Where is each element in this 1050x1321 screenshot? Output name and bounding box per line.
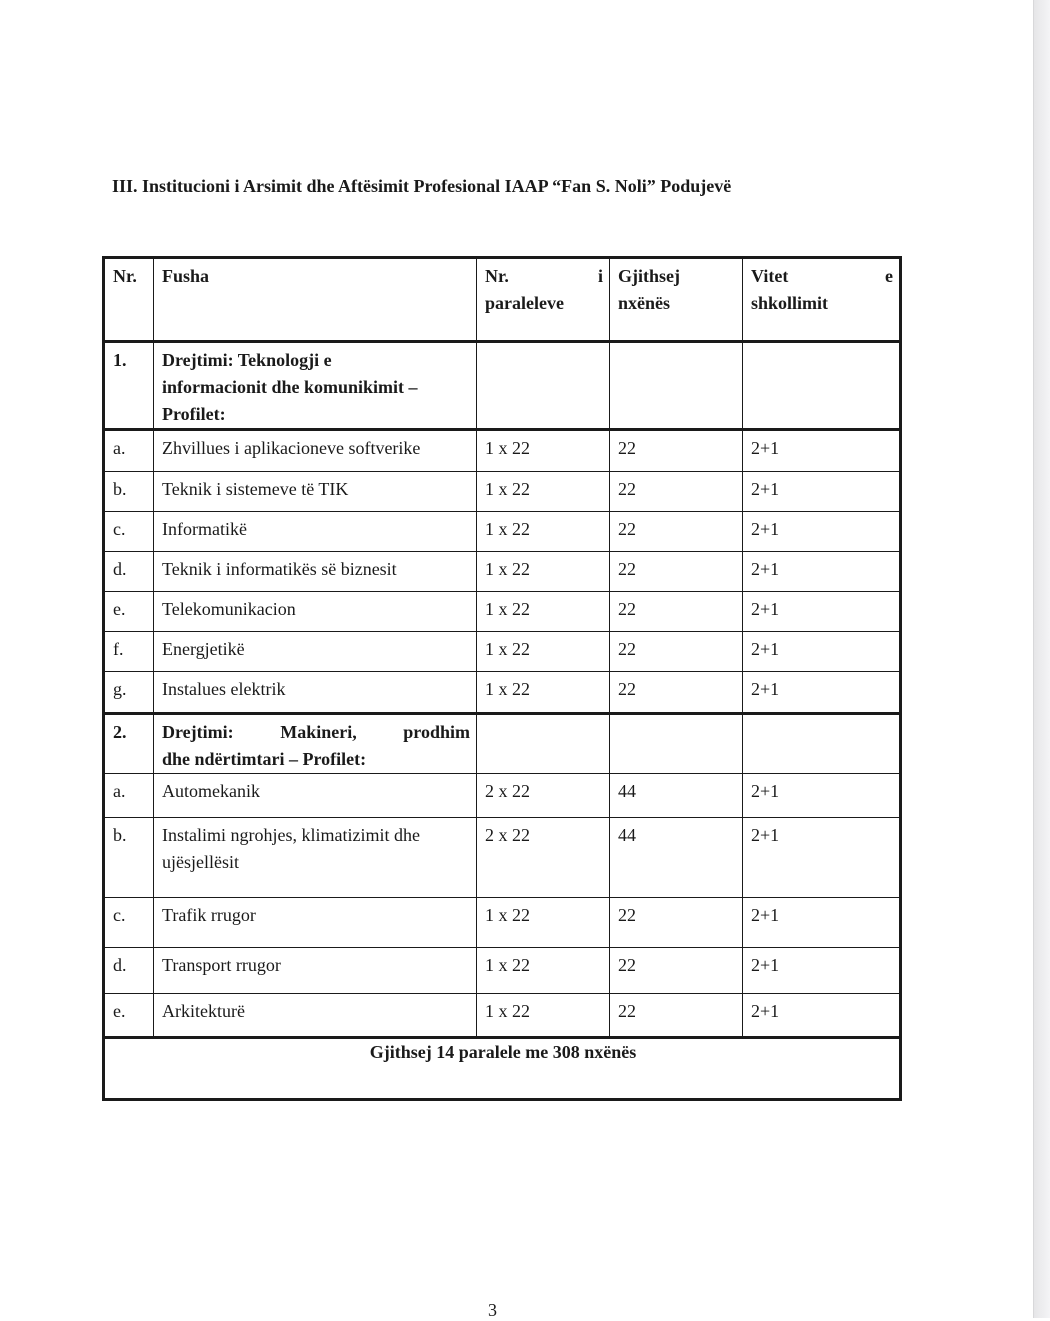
table-row: [104, 672, 901, 714]
row-paraleleve: 1 x 22: [477, 512, 610, 552]
empty-cell: [610, 342, 743, 430]
row-nxenes: 22: [610, 472, 743, 512]
header-paraleleve-part3: paraleleve: [485, 293, 564, 313]
row-vitet: 2+1: [743, 552, 901, 592]
row-fusha: Teknik i informatikës së biznesit: [154, 552, 477, 592]
row-paraleleve: 1 x 22: [477, 994, 610, 1038]
section-label: [154, 714, 477, 774]
table-row: [104, 898, 901, 948]
empty-cell: [477, 342, 610, 430]
row-vitet: 2+1: [743, 818, 901, 898]
row-paraleleve: 1 x 22: [477, 552, 610, 592]
header-vitet-part2: e: [885, 266, 893, 286]
row-nr: g.: [104, 672, 154, 714]
table-row: [104, 948, 901, 994]
row-fusha: [154, 818, 477, 898]
row-nxenes: 22: [610, 632, 743, 672]
row-paraleleve: 1 x 22: [477, 632, 610, 672]
section-nr: 2.: [104, 714, 154, 774]
row-nr: c.: [104, 512, 154, 552]
empty-cell: [477, 714, 610, 774]
row-nxenes: 44: [610, 774, 743, 818]
row-fusha: Informatikë: [154, 512, 477, 552]
empty-cell: [743, 714, 901, 774]
row-fusha: Automekanik: [154, 774, 477, 818]
header-paraleleve: [477, 258, 610, 342]
header-nxenes-part1: Gjithsej: [618, 266, 680, 286]
section-row-2: [104, 714, 901, 774]
row-nxenes: 22: [610, 430, 743, 472]
row-fusha: Teknik i sistemeve të TIK: [154, 472, 477, 512]
page-edge: [1033, 0, 1050, 1318]
row-nxenes: 22: [610, 512, 743, 552]
row-nr: e.: [104, 592, 154, 632]
header-fusha: Fusha: [154, 258, 477, 342]
row-vitet: 2+1: [743, 430, 901, 472]
row-nr: b.: [104, 818, 154, 898]
total-summary: Gjithsej 14 paralele me 308 nxënës: [104, 1038, 901, 1100]
row-paraleleve: 1 x 22: [477, 898, 610, 948]
row-fusha: Telekomunikacion: [154, 592, 477, 632]
row-fusha-line: Instalimi ngrohjes, klimatizimit dhe: [162, 825, 420, 845]
table-row: [104, 552, 901, 592]
row-paraleleve: 2 x 22: [477, 774, 610, 818]
table-row: [104, 774, 901, 818]
total-row: [104, 1038, 901, 1100]
row-fusha: Instalues elektrik: [154, 672, 477, 714]
row-fusha-line: ujësjellësit: [162, 852, 239, 872]
row-paraleleve: 1 x 22: [477, 430, 610, 472]
table-row: [104, 430, 901, 472]
table-row: [104, 632, 901, 672]
section-label-word: prodhim: [403, 722, 470, 742]
header-nxenes: [610, 258, 743, 342]
row-vitet: 2+1: [743, 592, 901, 632]
row-nxenes: 22: [610, 948, 743, 994]
row-fusha: Arkitekturë: [154, 994, 477, 1038]
table-row: [104, 994, 901, 1038]
row-fusha: Trafik rrugor: [154, 898, 477, 948]
empty-cell: [610, 714, 743, 774]
header-vitet-part3: shkollimit: [751, 293, 829, 313]
row-fusha: Zhvillues i aplikacioneve softverike: [154, 430, 477, 472]
row-nxenes: 22: [610, 552, 743, 592]
row-nr: d.: [104, 948, 154, 994]
section-label-line: dhe ndërtimtari – Profilet:: [162, 749, 367, 769]
section-label-word: Drejtimi:: [162, 722, 234, 742]
table-row: [104, 472, 901, 512]
table-row: [104, 592, 901, 632]
row-paraleleve: 1 x 22: [477, 472, 610, 512]
section-label-line: informacionit dhe komunikimit –: [162, 377, 418, 397]
row-nr: b.: [104, 472, 154, 512]
header-vitet-part1: Vitet: [751, 266, 789, 286]
row-nxenes: 44: [610, 818, 743, 898]
header-vitet: [743, 258, 901, 342]
row-paraleleve: 1 x 22: [477, 672, 610, 714]
empty-cell: [743, 342, 901, 430]
row-nr: c.: [104, 898, 154, 948]
header-paraleleve-part2: i: [597, 266, 603, 286]
row-fusha: Transport rrugor: [154, 948, 477, 994]
table-row: [104, 512, 901, 552]
profiles-table: [102, 256, 902, 1101]
table-row: [104, 818, 901, 898]
header-paraleleve-part1: Nr.: [485, 266, 509, 286]
row-paraleleve: 1 x 22: [477, 592, 610, 632]
page-number: 3: [488, 1300, 497, 1320]
row-vitet: 2+1: [743, 994, 901, 1038]
section-label-line: Profilet:: [162, 404, 226, 424]
row-vitet: 2+1: [743, 774, 901, 818]
header-nxenes-part2: nxënës: [618, 293, 671, 313]
row-vitet: 2+1: [743, 632, 901, 672]
row-nr: a.: [104, 774, 154, 818]
row-nr: f.: [104, 632, 154, 672]
row-vitet: 2+1: [743, 472, 901, 512]
row-paraleleve: 1 x 22: [477, 948, 610, 994]
document-title: III. Institucioni i Arsimit dhe Aftësimit Profesional IAAP “Fan S. Noli” Podujevë: [112, 176, 732, 196]
row-nxenes: 22: [610, 672, 743, 714]
row-nxenes: 22: [610, 592, 743, 632]
row-vitet: 2+1: [743, 898, 901, 948]
table-header-row: [104, 258, 901, 342]
row-vitet: 2+1: [743, 948, 901, 994]
row-nr: d.: [104, 552, 154, 592]
row-paraleleve: 2 x 22: [477, 818, 610, 898]
section-label: [154, 342, 477, 430]
row-vitet: 2+1: [743, 512, 901, 552]
section-label-word: Makineri,: [280, 722, 357, 742]
section-nr: 1.: [104, 342, 154, 430]
section-row-1: [104, 342, 901, 430]
row-nr: a.: [104, 430, 154, 472]
row-nxenes: 22: [610, 994, 743, 1038]
row-nxenes: 22: [610, 898, 743, 948]
row-fusha: Energjetikë: [154, 632, 477, 672]
section-label-line: Drejtimi: Teknologji e: [162, 350, 332, 370]
row-vitet: 2+1: [743, 672, 901, 714]
header-nr: Nr.: [104, 258, 154, 342]
row-nr: e.: [104, 994, 154, 1038]
